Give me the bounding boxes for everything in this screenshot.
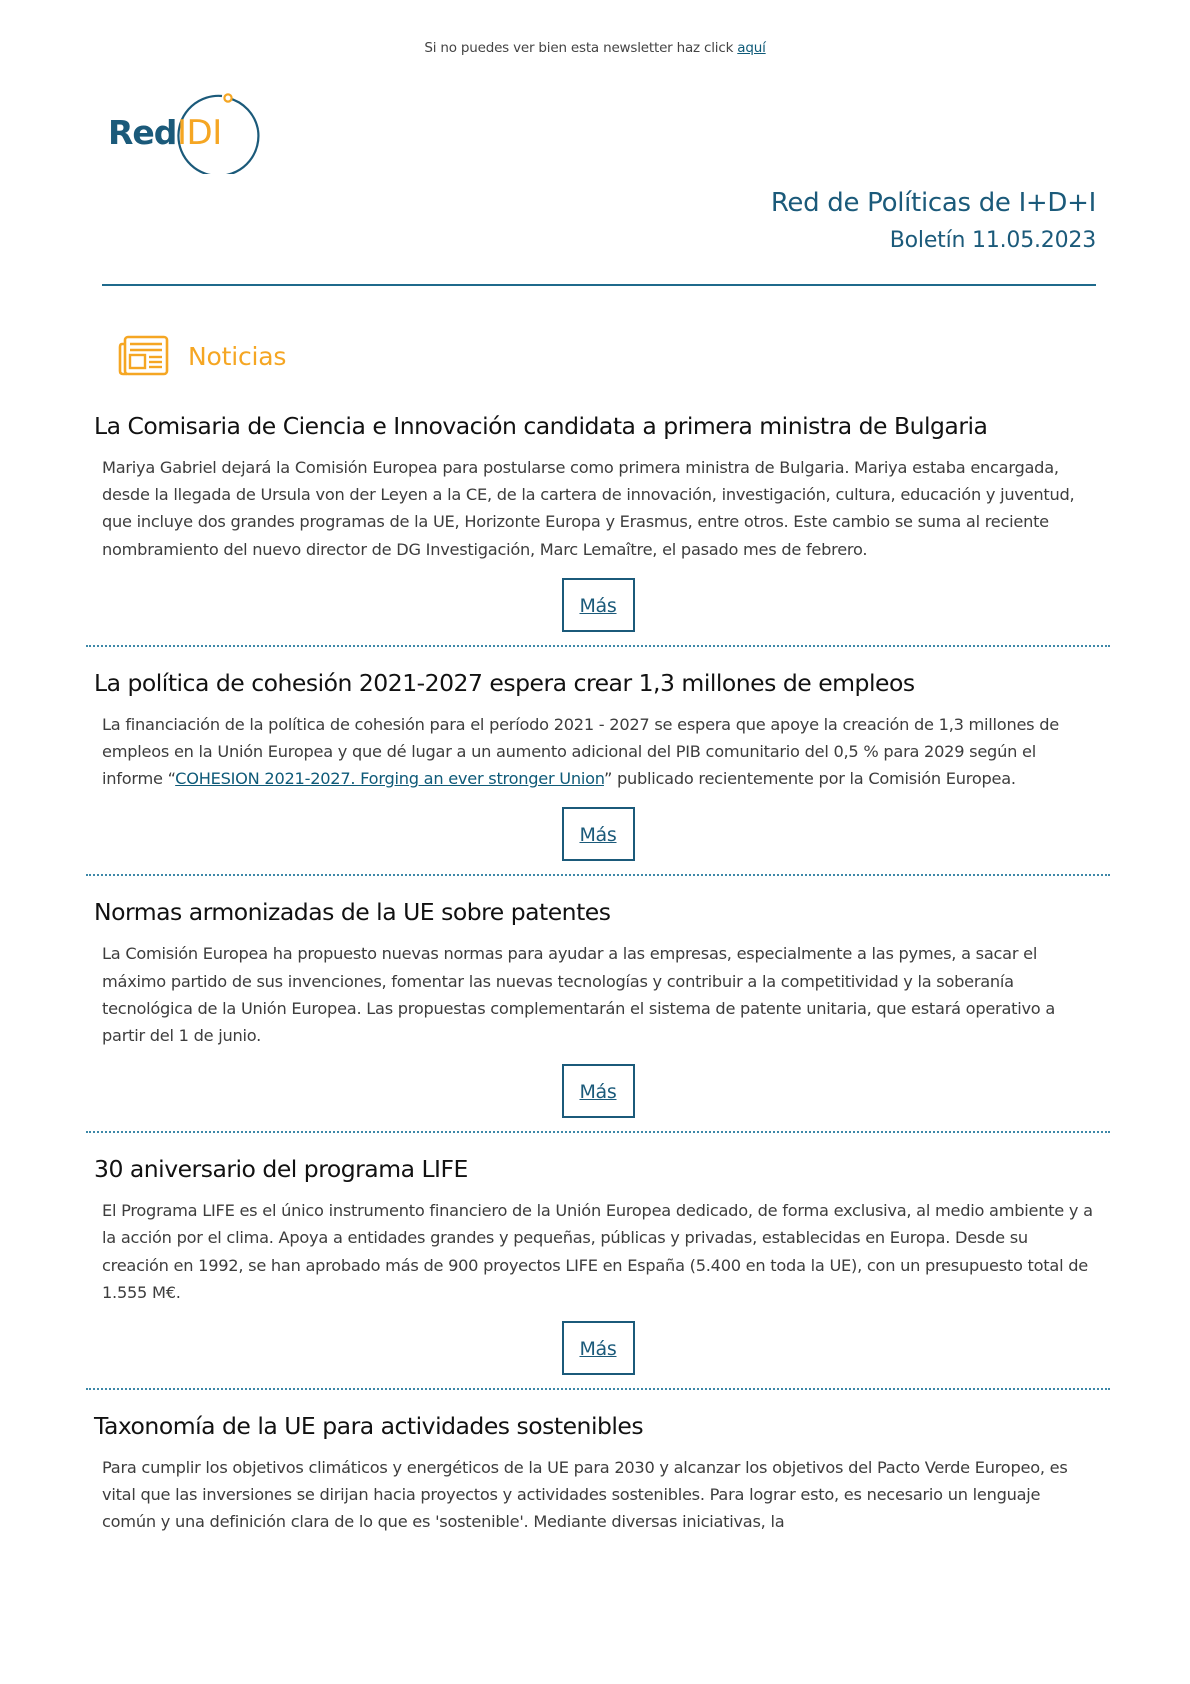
newsletter-date: Boletín 11.05.2023 — [889, 228, 1096, 253]
news-summary: El Programa LIFE es el único instrumento financiero de la Unión Europea dedicado, de forma exclusiva, al medio ambiente y a la acción por el clima. Apoya a entidades grandes y pequeñas, públicas y privadas, establecidas en Europa. Desde su creación en 1992, se han aprobado más de 900 proyectos LIFE en España (5.400 en toda la UE), con un presupuesto total de 1.555 M€. — [102, 1201, 1093, 1302]
news-title: La Comisaria de Ciencia e Innovación candidata a primera ministra de Bulgaria — [94, 412, 988, 440]
summary-text: La financiación de la política de cohesión para el período 2021 - 2027 se espera que apoye la creación de 1,3 millones de empleos en la Unión Europea y que dé lugar a un aumento adicional del PIB comunitario del 0,5 % para 2029 según el informe “ — [102, 714, 1059, 789]
news-item — [86, 667, 1110, 877]
news-summary: Mariya Gabriel dejará la Comisión Europea para postularse como primera ministra de Bulgaria. Mariya estaba encargada, desde la llegada de Ursula von der Leyen a la CE, de la cartera de innovación, investigación, cultura, educación y juventud, que incluye dos grandes programas de la UE, Horizonte Europa y Erasmus, entre otros. Este cambio se suma al reciente nombramiento del nuevo director de DG Investigación, Marc Lemaître, el pasado mes de febrero. — [102, 458, 1075, 559]
more-button[interactable]: Más — [562, 1064, 635, 1118]
summary-text: ” publicado recientemente por la Comisión Europea. — [603, 769, 1016, 789]
preheader-text: Si no puedes ver bien esta newsletter haz click — [424, 40, 738, 56]
news-title: 30 aniversario del programa LIFE — [94, 1155, 468, 1184]
redidi-logo — [108, 92, 268, 174]
svg-text:IDI: IDI — [177, 113, 222, 153]
news-item — [86, 1410, 1110, 1536]
news-title: Taxonomía de la UE para actividades sostenibles — [94, 1412, 644, 1441]
news-title: La política de cohesión 2021-2027 espera crear 1,3 millones de empleos — [94, 668, 915, 697]
cohesion-report-link[interactable]: COHESION 2021-2027. Forging an ever stronger Union — [175, 769, 604, 789]
news-summary — [86, 711, 1110, 793]
news-summary: Para cumplir los objetivos climáticos y energéticos de la UE para 2030 y alcanzar los objetivos del Pacto Verde Europeo, es vital que las inversiones se dirijan hacia proyectos y actividades sostenibles. Para lograr esto, es necesario un lenguaje común y una definición clara de lo que es 'sostenible'. Mediante diversas iniciativas, la — [102, 1458, 1068, 1532]
news-item — [86, 410, 1110, 647]
more-button[interactable]: Más — [562, 807, 635, 861]
view-online-link[interactable]: aquí — [737, 40, 766, 56]
news-summary: La Comisión Europea ha propuesto nuevas normas para ayudar a las empresas, especialmente a las pymes, a sacar el máximo partido de sus invenciones, fomentar las nuevas tecnologías y contribuir a la competitividad y la soberanía tecnológica de la Unión Europea. Las propuestas complementarán el sistema de patente unitaria, que estará operativo a partir del 1 de junio. — [102, 944, 1056, 1046]
news-title: Normas armonizadas de la UE sobre patentes — [94, 898, 611, 927]
logo-mark-icon — [108, 92, 268, 174]
dotted-divider — [86, 874, 1110, 876]
dotted-divider — [86, 645, 1110, 647]
more-button[interactable]: Más — [562, 578, 635, 632]
dotted-divider — [86, 1131, 1110, 1133]
preheader — [0, 40, 1190, 56]
newsletter-header — [771, 186, 1096, 258]
news-list — [86, 410, 1110, 1536]
newspaper-icon — [118, 334, 170, 378]
newsletter-title: Red de Políticas de I+D+I — [770, 188, 1096, 218]
section-heading-noticias — [118, 334, 286, 378]
section-title: Noticias — [188, 341, 287, 371]
svg-text:Red: Red — [108, 113, 177, 152]
more-button[interactable]: Más — [562, 1321, 635, 1375]
news-item — [86, 896, 1110, 1133]
header-divider — [102, 284, 1096, 286]
news-item — [86, 1153, 1110, 1390]
dotted-divider — [86, 1388, 1110, 1390]
